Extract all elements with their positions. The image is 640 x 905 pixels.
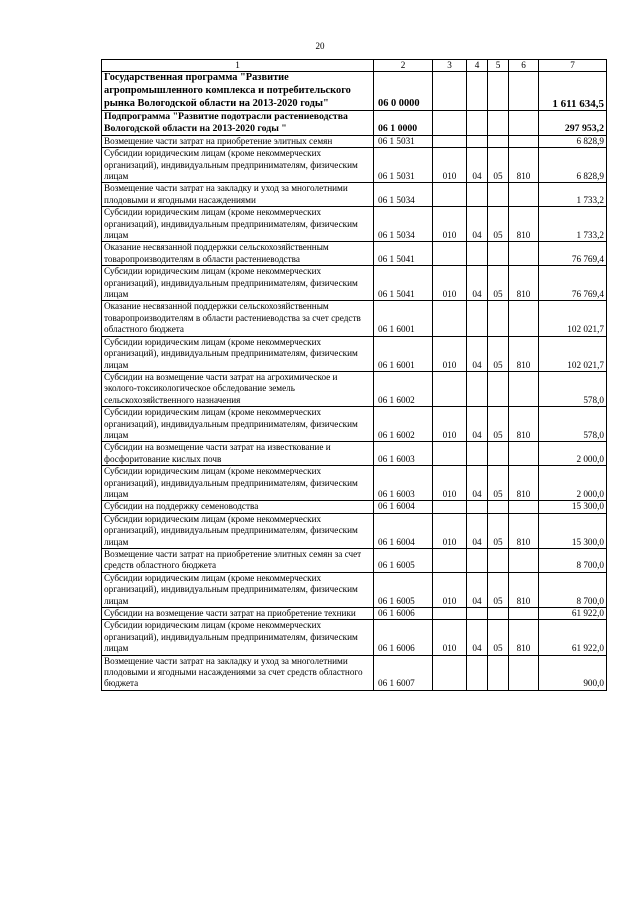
- expense-type-code: [509, 549, 539, 573]
- amount: 61 922,0: [539, 608, 607, 620]
- expense-type-code: [509, 111, 539, 136]
- section-code: 04: [467, 572, 488, 607]
- column-header: 5: [488, 60, 509, 72]
- section-code: 04: [467, 207, 488, 242]
- table-row: [102, 336, 607, 371]
- table-row: [102, 620, 607, 655]
- ministry-code: [433, 549, 467, 573]
- amount: 578,0: [539, 407, 607, 442]
- budget-code: 06 1 5031: [374, 135, 433, 147]
- row-name: Субсидии на возмещение части затрат на агрохимическое и эколого-токсикологическое обследование земель сельскохозяйственного назначения: [102, 371, 374, 406]
- budget-code: 06 0 0000: [374, 72, 433, 111]
- amount: 76 769,4: [539, 242, 607, 266]
- ministry-code: 010: [433, 466, 467, 501]
- budget-code: 06 1 6002: [374, 371, 433, 406]
- expense-type-code: [509, 442, 539, 466]
- table-row: [102, 608, 607, 620]
- amount: 102 021,7: [539, 301, 607, 336]
- budget-code: 06 1 5041: [374, 242, 433, 266]
- amount: 6 828,9: [539, 148, 607, 183]
- expense-type-code: 810: [509, 148, 539, 183]
- amount: 2 000,0: [539, 442, 607, 466]
- subsection-code: [488, 442, 509, 466]
- row-name: Субсидии юридическим лицам (кроме некоммерческих организаций), индивидуальным предпринимателям, физическим лицам: [102, 207, 374, 242]
- budget-table: [101, 59, 607, 691]
- section-code: 04: [467, 466, 488, 501]
- table-row: [102, 513, 607, 548]
- subsection-code: [488, 549, 509, 573]
- section-code: 04: [467, 336, 488, 371]
- expense-type-code: 810: [509, 513, 539, 548]
- ministry-code: 010: [433, 336, 467, 371]
- ministry-code: 010: [433, 407, 467, 442]
- subsection-code: 05: [488, 148, 509, 183]
- ministry-code: [433, 371, 467, 406]
- expense-type-code: [509, 371, 539, 406]
- ministry-code: 010: [433, 620, 467, 655]
- amount: 2 000,0: [539, 466, 607, 501]
- table-row: [102, 572, 607, 607]
- ministry-code: [433, 111, 467, 136]
- table-row: [102, 135, 607, 147]
- subsection-code: [488, 183, 509, 207]
- row-name: Возмещение части затрат на приобретение элитных семян: [102, 135, 374, 147]
- table-row: [102, 466, 607, 501]
- amount: 1 733,2: [539, 207, 607, 242]
- row-name: Субсидии юридическим лицам (кроме некоммерческих организаций), индивидуальным предпринимателям, физическим лицам: [102, 336, 374, 371]
- table-row: [102, 242, 607, 266]
- column-header: 2: [374, 60, 433, 72]
- row-name: Субсидии юридическим лицам (кроме некоммерческих организаций), индивидуальным предпринимателям, физическим лицам: [102, 513, 374, 548]
- expense-type-code: 810: [509, 466, 539, 501]
- table-row: [102, 72, 607, 111]
- section-code: 04: [467, 620, 488, 655]
- amount: 1 733,2: [539, 183, 607, 207]
- subsection-code: 05: [488, 572, 509, 607]
- expense-type-code: 810: [509, 407, 539, 442]
- subsection-code: [488, 301, 509, 336]
- column-header: 3: [433, 60, 467, 72]
- section-code: [467, 549, 488, 573]
- budget-code: 06 1 6005: [374, 572, 433, 607]
- section-code: [467, 301, 488, 336]
- table-row: [102, 442, 607, 466]
- amount: 15 300,0: [539, 513, 607, 548]
- expense-type-code: [509, 501, 539, 513]
- budget-code: 06 1 6006: [374, 620, 433, 655]
- amount: 578,0: [539, 371, 607, 406]
- expense-type-code: [509, 608, 539, 620]
- budget-code: 06 1 6003: [374, 466, 433, 501]
- table-row: [102, 501, 607, 513]
- column-header: 1: [102, 60, 374, 72]
- section-code: [467, 183, 488, 207]
- section-code: 04: [467, 513, 488, 548]
- budget-code: 06 1 6002: [374, 407, 433, 442]
- row-name: Оказание несвязанной поддержки сельскохозяйственным товаропроизводителям в области растениеводства за счет средств областного бюджета: [102, 301, 374, 336]
- ministry-code: [433, 72, 467, 111]
- table-row: [102, 207, 607, 242]
- subsection-code: 05: [488, 513, 509, 548]
- amount: 8 700,0: [539, 572, 607, 607]
- row-name: Субсидии на поддержку семеноводства: [102, 501, 374, 513]
- ministry-code: 010: [433, 572, 467, 607]
- ministry-code: [433, 442, 467, 466]
- amount: 61 922,0: [539, 620, 607, 655]
- subsection-code: [488, 501, 509, 513]
- budget-code: 06 1 0000: [374, 111, 433, 136]
- section-code: [467, 371, 488, 406]
- budget-code: 06 1 6004: [374, 501, 433, 513]
- table-row: [102, 371, 607, 406]
- section-code: [467, 242, 488, 266]
- budget-code: 06 1 6005: [374, 549, 433, 573]
- ministry-code: [433, 135, 467, 147]
- column-header-row: [102, 60, 607, 72]
- ministry-code: 010: [433, 207, 467, 242]
- section-code: 04: [467, 407, 488, 442]
- row-name: Субсидии на возмещение части затрат на приобретение техники: [102, 608, 374, 620]
- section-code: [467, 442, 488, 466]
- column-header: 4: [467, 60, 488, 72]
- amount: 76 769,4: [539, 266, 607, 301]
- subsection-code: 05: [488, 266, 509, 301]
- budget-code: 06 1 5034: [374, 207, 433, 242]
- table-row: [102, 549, 607, 573]
- ministry-code: [433, 183, 467, 207]
- budget-code: 06 1 6007: [374, 655, 433, 690]
- subsection-code: 05: [488, 620, 509, 655]
- budget-code: 06 1 6006: [374, 608, 433, 620]
- row-name: Оказание несвязанной поддержки сельскохозяйственным товаропроизводителям в области растениеводства: [102, 242, 374, 266]
- expense-type-code: [509, 242, 539, 266]
- amount: 6 828,9: [539, 135, 607, 147]
- row-name: Субсидии юридическим лицам (кроме некоммерческих организаций), индивидуальным предпринимателям, физическим лицам: [102, 466, 374, 501]
- subsection-code: 05: [488, 407, 509, 442]
- expense-type-code: 810: [509, 266, 539, 301]
- subsection-code: 05: [488, 207, 509, 242]
- budget-code: 06 1 6001: [374, 336, 433, 371]
- expense-type-code: [509, 655, 539, 690]
- subsection-code: [488, 371, 509, 406]
- table-row: [102, 407, 607, 442]
- table-row: [102, 655, 607, 690]
- row-name: Субсидии юридическим лицам (кроме некоммерческих организаций), индивидуальным предпринимателям, физическим лицам: [102, 572, 374, 607]
- row-name: Возмещение части затрат на закладку и уход за многолетними плодовыми и ягодными насаждениями за счет средств областного бюджета: [102, 655, 374, 690]
- budget-code: 06 1 5041: [374, 266, 433, 301]
- row-name: Субсидии юридическим лицам (кроме некоммерческих организаций), индивидуальным предпринимателям, физическим лицам: [102, 620, 374, 655]
- budget-code: 06 1 6001: [374, 301, 433, 336]
- subsection-code: [488, 655, 509, 690]
- section-code: [467, 655, 488, 690]
- amount: 297 953,2: [539, 111, 607, 136]
- column-header: 7: [539, 60, 607, 72]
- budget-code: 06 1 5034: [374, 183, 433, 207]
- row-name: Субсидии юридическим лицам (кроме некоммерческих организаций), индивидуальным предпринимателям, физическим лицам: [102, 266, 374, 301]
- expense-type-code: [509, 183, 539, 207]
- expense-type-code: 810: [509, 620, 539, 655]
- expense-type-code: [509, 72, 539, 111]
- ministry-code: 010: [433, 513, 467, 548]
- amount: 1 611 634,5: [539, 72, 607, 111]
- table-row: [102, 266, 607, 301]
- subsection-code: [488, 72, 509, 111]
- ministry-code: [433, 242, 467, 266]
- section-code: 04: [467, 266, 488, 301]
- subsection-code: [488, 608, 509, 620]
- ministry-code: [433, 608, 467, 620]
- section-code: [467, 608, 488, 620]
- row-name: Возмещение части затрат на закладку и уход за многолетними плодовыми и ягодными насаждениями: [102, 183, 374, 207]
- expense-type-code: [509, 301, 539, 336]
- row-name: Подпрограмма "Развитие подотрасли растениеводства Вологодской области на 2013-2020 годы ": [102, 111, 374, 136]
- table-row: [102, 148, 607, 183]
- amount: 8 700,0: [539, 549, 607, 573]
- section-code: [467, 135, 488, 147]
- row-name: Субсидии юридическим лицам (кроме некоммерческих организаций), индивидуальным предпринимателям, физическим лицам: [102, 148, 374, 183]
- table-row: [102, 111, 607, 136]
- subsection-code: 05: [488, 336, 509, 371]
- subsection-code: [488, 135, 509, 147]
- page-number: 20: [315, 41, 325, 51]
- section-code: [467, 111, 488, 136]
- section-code: 04: [467, 148, 488, 183]
- ministry-code: 010: [433, 148, 467, 183]
- amount: 15 300,0: [539, 501, 607, 513]
- budget-code: 06 1 5031: [374, 148, 433, 183]
- column-header: 6: [509, 60, 539, 72]
- row-name: Государственная программа "Развитие агропромышленного комплекса и потребительского рынка Вологодской области на 2013-2020 годы": [102, 72, 374, 111]
- amount: 900,0: [539, 655, 607, 690]
- ministry-code: [433, 501, 467, 513]
- section-code: [467, 501, 488, 513]
- expense-type-code: 810: [509, 207, 539, 242]
- row-name: Возмещение части затрат на приобретение элитных семян за счет средств областного бюджета: [102, 549, 374, 573]
- section-code: [467, 72, 488, 111]
- subsection-code: 05: [488, 466, 509, 501]
- table-row: [102, 301, 607, 336]
- ministry-code: 010: [433, 266, 467, 301]
- expense-type-code: 810: [509, 572, 539, 607]
- expense-type-code: [509, 135, 539, 147]
- subsection-code: [488, 242, 509, 266]
- expense-type-code: 810: [509, 336, 539, 371]
- row-name: Субсидии юридическим лицам (кроме некоммерческих организаций), индивидуальным предпринимателям, физическим лицам: [102, 407, 374, 442]
- ministry-code: [433, 655, 467, 690]
- budget-code: 06 1 6004: [374, 513, 433, 548]
- amount: 102 021,7: [539, 336, 607, 371]
- row-name: Субсидии на возмещение части затрат на известкование и фосфоритование кислых почв: [102, 442, 374, 466]
- budget-code: 06 1 6003: [374, 442, 433, 466]
- table-row: [102, 183, 607, 207]
- subsection-code: [488, 111, 509, 136]
- ministry-code: [433, 301, 467, 336]
